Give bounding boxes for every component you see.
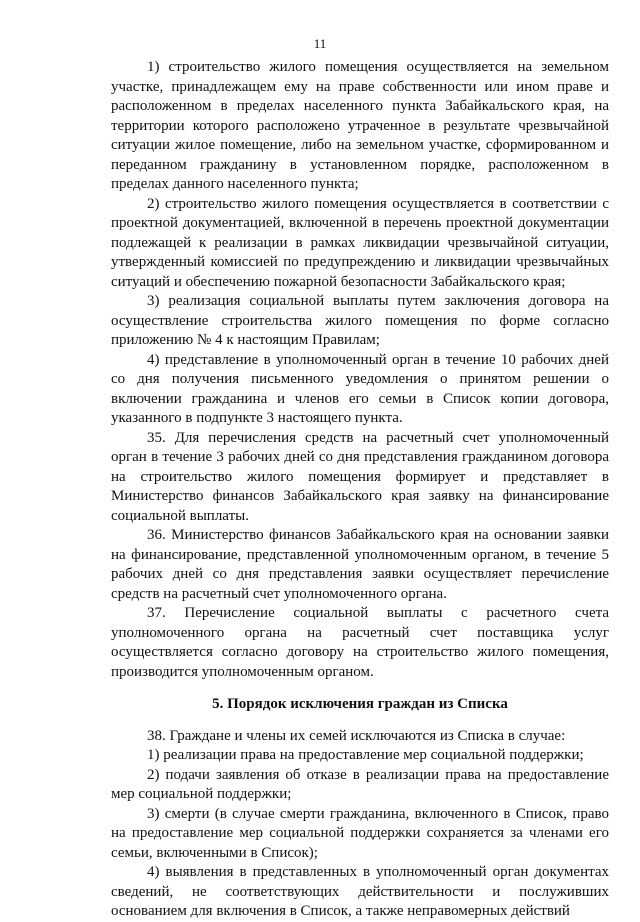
page-number: 11 [313,36,327,51]
paragraph-exclusion-4: 4) выявления в представленных в уполномоченный орган документах сведений, не соответствующих действительности и послуживших основанием для включения в Список, а также неправомерных действий [111,864,609,919]
paragraph-item-4: 4) представление в уполномоченный орган в течение 10 рабочих дней со дня получения письменного уведомления о принятом решении о включении гражданина и членов его семьи в Список копии договора, указанного в подпункте 3 настоящего пункта. [111,351,609,426]
paragraph-exclusion-3: 3) смерти (в случае смерти гражданина, включенного в Список, право на предоставление мер социальной поддержки сохраняется за членами его семьи, включенными в Список); [111,805,609,861]
paragraph-clause-35: 35. Для перечисления средств на расчетный счет уполномоченный орган в течение 3 рабочих дней со дня представления гражданином договора на строительство жилого помещения формирует и представляет в Министерство финансов Забайкальского края заявку на финансирование социальной выплаты. [111,429,609,524]
document-body [111,58,609,922]
paragraph-clause-36: 36. Министерство финансов Забайкальского края на основании заявки на финансирование, представленной уполномоченным органом, в течение 5 рабочих дней со дня представления заявки осуществляет перечисление средств на расчетный счет уполномоченного органа. [111,527,609,602]
paragraph-exclusion-1: 1) реализации права на предоставление мер социальной поддержки; [147,747,584,763]
paragraph-clause-37: 37. Перечисление социальной выплаты с расчетного счета уполномоченного органа на расчетный счет поставщика услуг осуществляется согласно договору на строительство жилого помещения, производится уполномоченным органом. [111,605,609,680]
paragraph-clause-38: 38. Граждане и члены их семей исключаются из Списка в случае: [147,727,566,744]
section-heading: 5. Порядок исключения граждан из Списка [212,696,508,712]
paragraph-item-1: 1) строительство жилого помещения осуществляется на земельном участке, принадлежащем ему на праве собственности или ином праве и расположенном в пределах населенного пункта Забайкальского края, на территории которого расположено утраченное в результате чрезвычайной ситуации жилое помещение, либо на земельном участке, сформированном и переданном гражданину в установленном порядке, расположенном в пределах данного населенного пункта; [111,59,609,192]
paragraph-item-2: 2) строительство жилого помещения осуществляется в соответствии с проектной документацией, включенной в перечень проектной документации подлежащей к реализации в рамках ликвидации чрезвычайной ситуации, утвержденный комиссией по предупреждению и ликвидации чрезвычайных ситуаций и обеспечению пожарной безопасности Забайкальского края; [111,195,609,290]
paragraph-item-3: 3) реализация социальной выплаты путем заключения договора на осуществление строительства жилого помещения по форме согласно приложению № 4 к настоящим Правилам; [111,293,609,348]
paragraph-exclusion-2: 2) подачи заявления об отказе в реализации права на предоставление мер социальной поддержки; [111,766,609,802]
